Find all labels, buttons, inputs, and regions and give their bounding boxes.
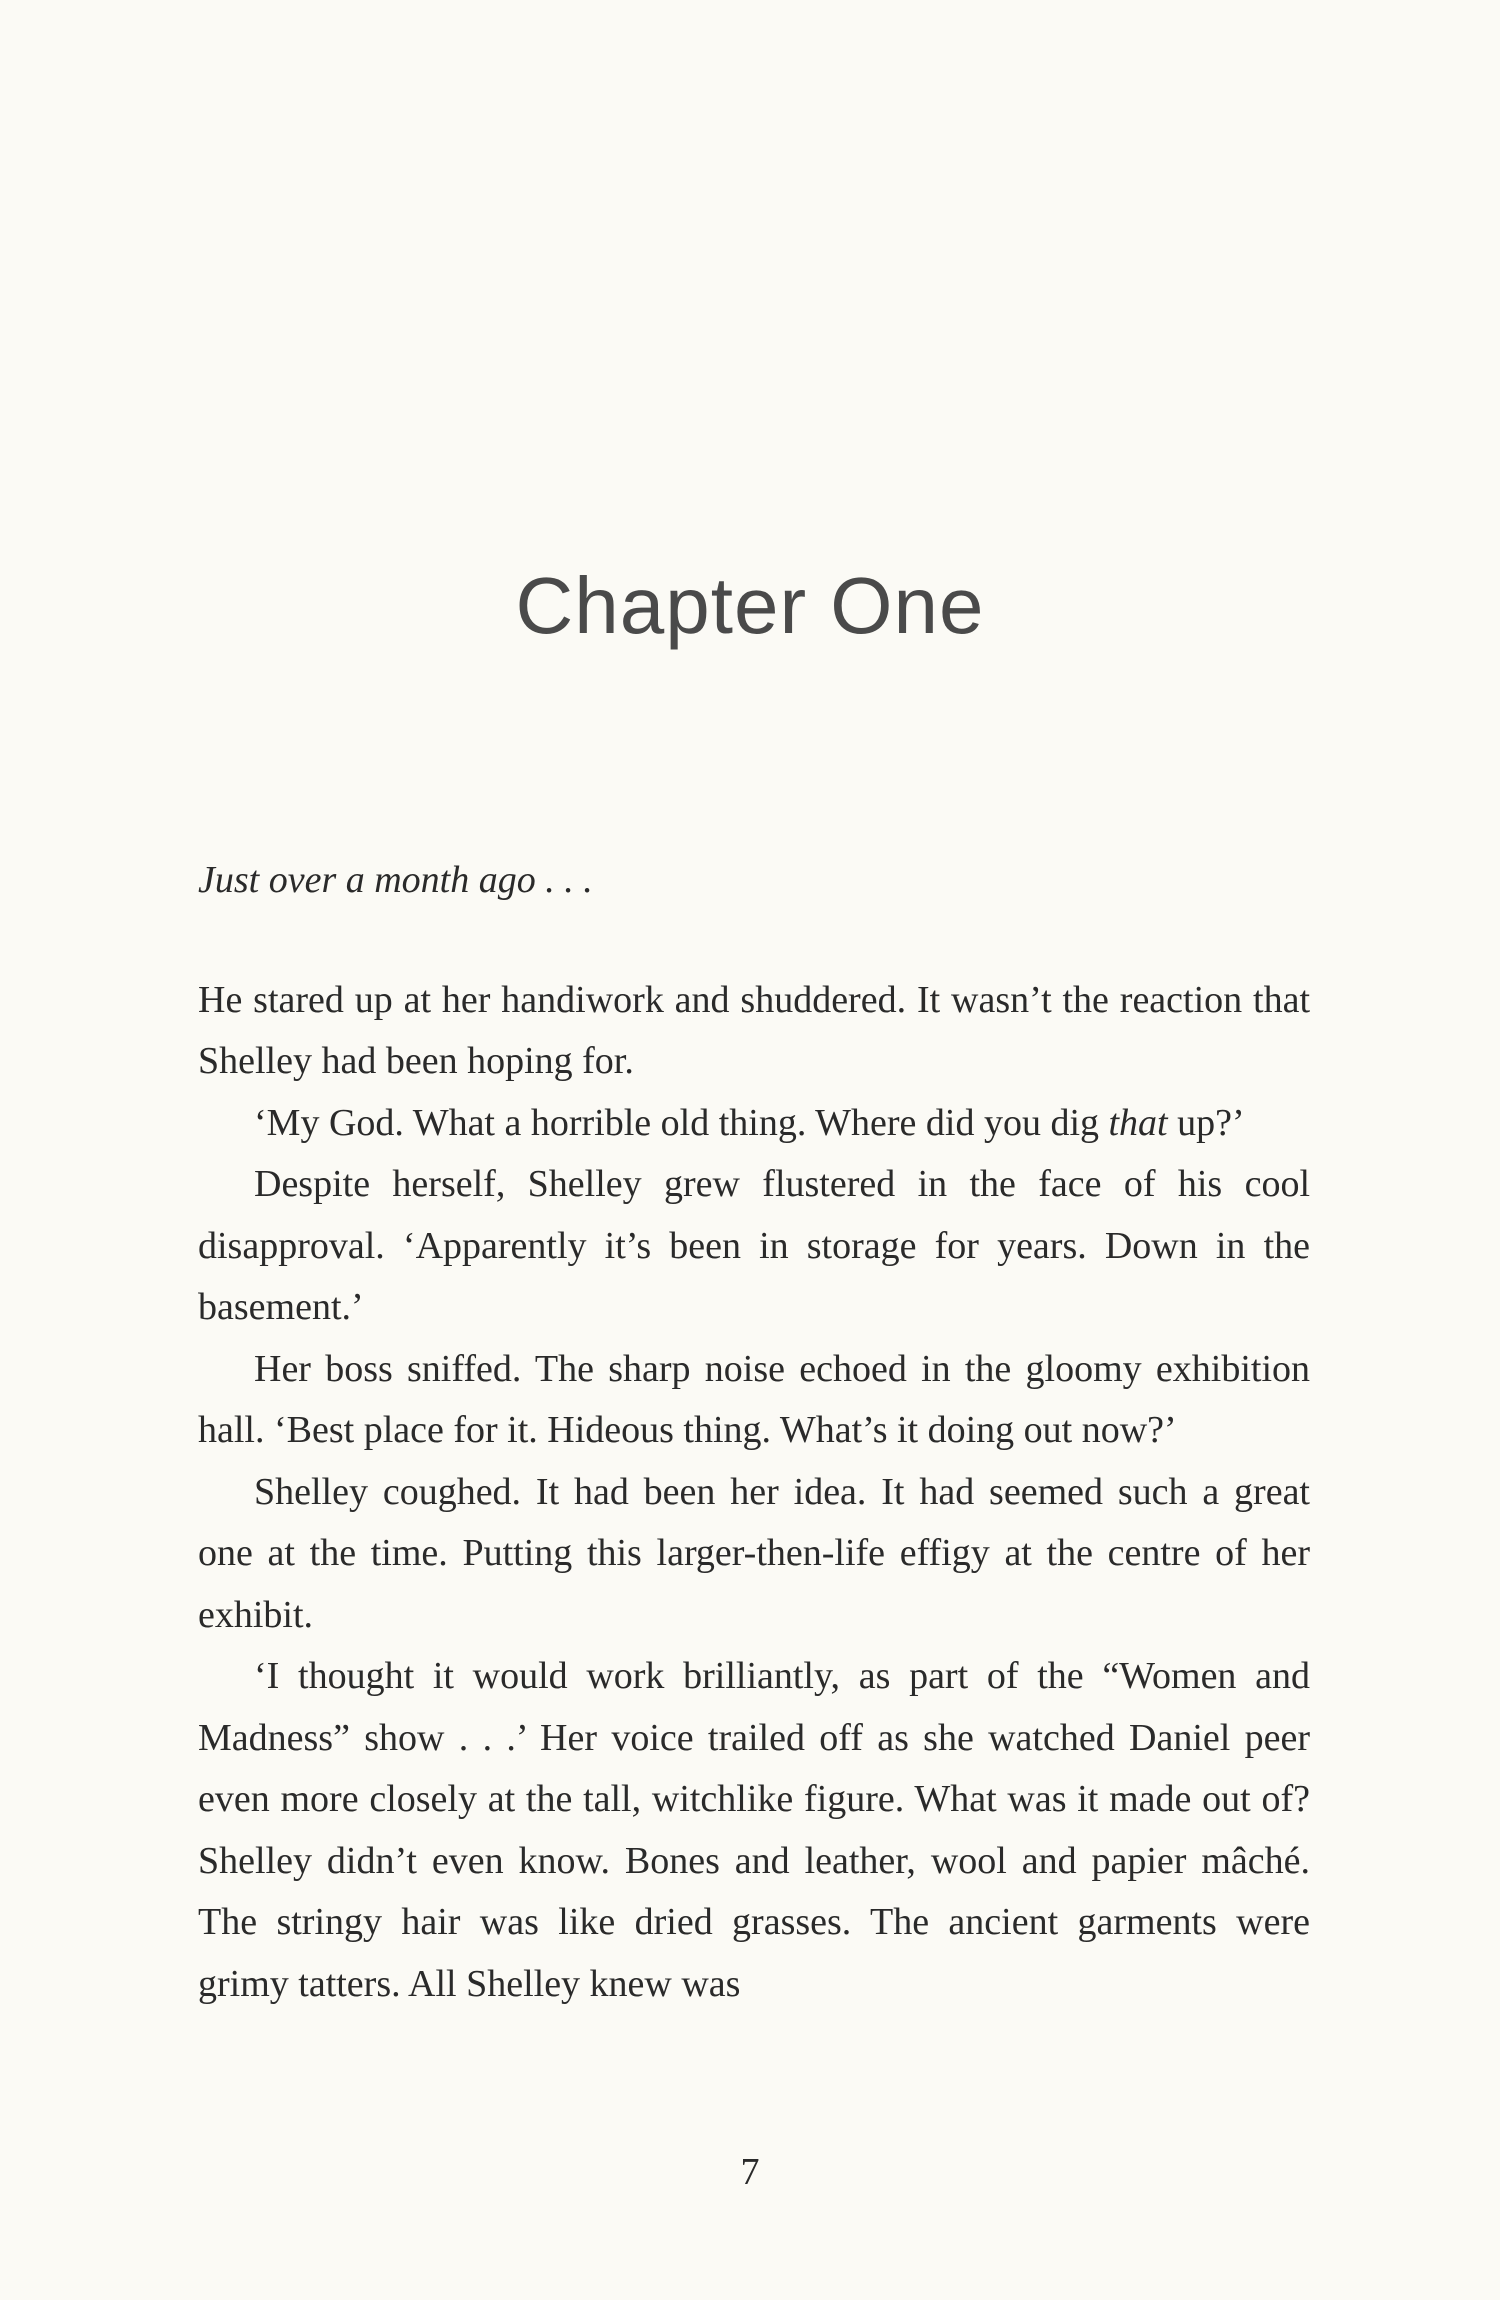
paragraph-3: Despite herself, Shelley grew flustered in the face of his cool disapproval. ‘Apparently it’s been in storage for years. Down in the basement.’ (198, 1163, 1310, 1328)
chapter-title: Chapter One (515, 561, 985, 650)
paragraph-6: ‘I thought it would work brilliantly, as part of the “Women and Madness” show . . .’ Her voice trailed off as she watched Daniel peer even more closely at the tall, witchlike figure. What was it made out of? Shelley didn’t even know. Bones and leather, wool and papier mâché. The stringy hair was like dried grasses. The ancient garments were grimy tatters. All Shelley knew was (198, 1655, 1310, 2005)
lead-in-line: Just over a month ago . . . (198, 859, 593, 901)
body-text (198, 850, 1310, 2015)
paragraph-1: He stared up at her handiwork and shuddered. It wasn’t the reaction that Shelley had been hoping for. (198, 978, 1310, 1082)
paragraph-2: ‘My God. What a horrible old thing. Where did you dig that up?’ (254, 1101, 1245, 1144)
paragraph-4: Her boss sniffed. The sharp noise echoed in the gloomy exhibition hall. ‘Best place for it. Hideous thing. What’s it doing out now?’ (198, 1347, 1310, 1451)
page-number: 7 (740, 2151, 760, 2193)
paragraph-5: Shelley coughed. It had been her idea. It had seemed such a great one at the time. Putting this larger-then-life effigy at the centre of her exhibit. (198, 1470, 1310, 1636)
